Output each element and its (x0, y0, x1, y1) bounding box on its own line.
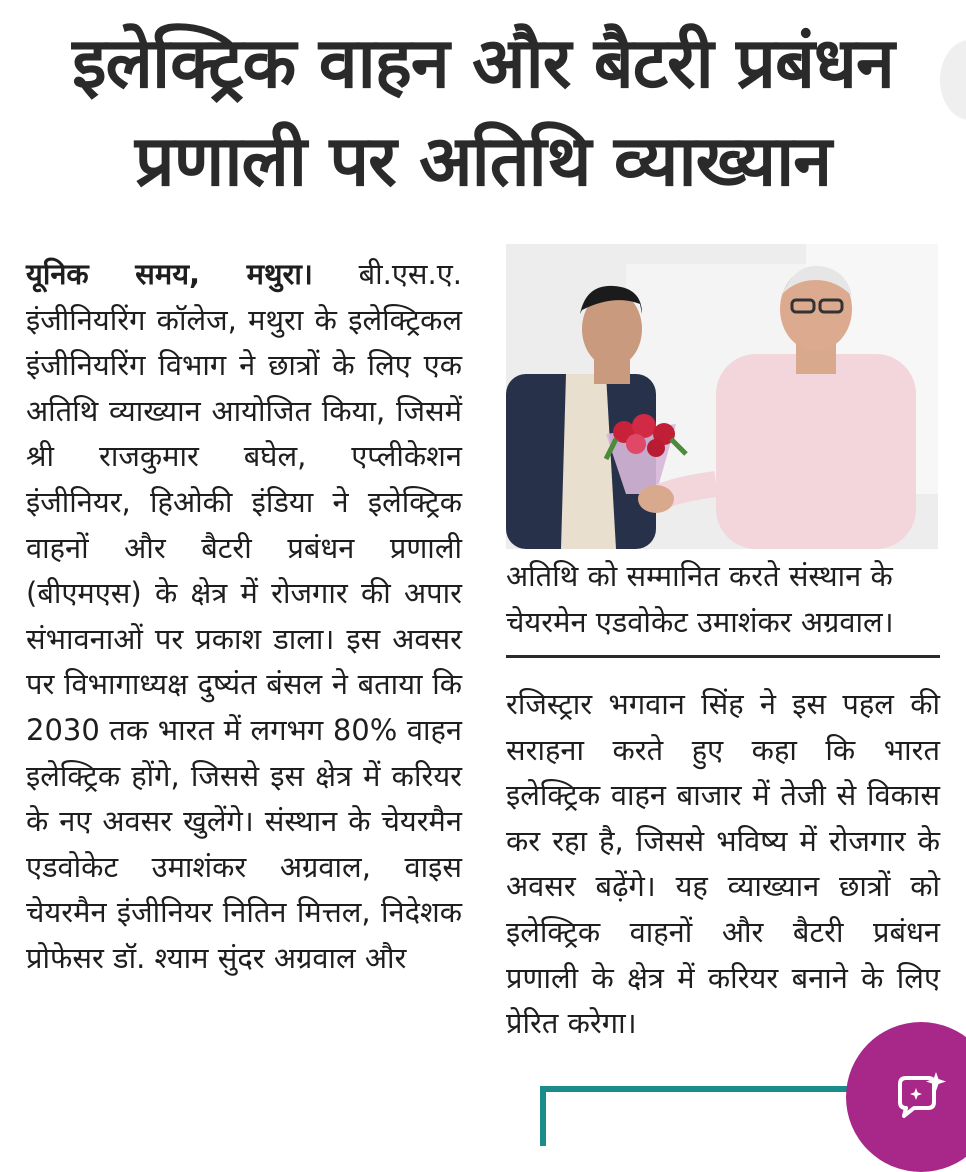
caption-line-1: अतिथि को सम्मानित करते संस्थान के (506, 559, 893, 593)
column-divider (506, 655, 940, 658)
headline-line-2: प्रणाली पर अतिथि व्याख्यान (134, 120, 832, 202)
headline-line-1: इलेक्ट्रिक वाहन और बैटरी प्रबंधन (72, 22, 894, 104)
news-photo (506, 244, 938, 549)
ai-chat-sparkle-icon[interactable] (894, 1070, 948, 1124)
article-body-left: बी.एस.ए. इंजीनियरिंग कॉलेज, मथुरा के इलेक्ट्रिकल इंजीनियरिंग विभाग ने छात्रों के लिए एक अतिथि व्याख्यान आयोजित किया, जिसमें श्री राजकुमार बघेल, एप्लीकेशन इंजीनियर, हिओकी इंडिया ने इलेक्ट्रिक वाहनों और बैटरी प्रबंधन प्रणाली (बीएमएस) के क्षेत्र में रोजगार की अपार संभावनाओं पर प्रकाश डाला। इस अवसर पर विभागाध्यक्ष दुष्यंत बंसल ने बताया कि 2030 तक भारत में लगभग 80% वाहन इलेक्ट्रिक होंगे, जिससे इस क्षेत्र में करियर के नए अवसर खुलेंगे। संस्थान के चेयरमैन एडवोकेट उमाशंकर अग्रवाल, वाइस चेयरमैन इंजीनियर नितिन मित्तल, निदेशक प्रोफेसर डॉ. श्याम सुंदर अग्रवाल और (26, 257, 462, 975)
article-left-column (26, 252, 462, 982)
article-body-right: रजिस्ट्रार भगवान सिंह ने इस पहल की सराहना करते हुए कहा कि भारत इलेक्ट्रिक वाहन बाजार में तेजी से विकास कर रहा है, जिससे भविष्य में रोजगार के अवसर बढ़ेंगे। यह व्याख्यान छात्रों को इलेक्ट्रिक वाहनों और बैटरी प्रबंधन प्रणाली के क्षेत्र में करियर बनाने के लिए प्रेरित करेगा। (506, 687, 940, 1041)
dateline: यूनिक समय, मथुरा। (26, 257, 313, 291)
caption-line-2: चेयरमेन एडवोकेट उमाशंकर अग्रवाल। (506, 605, 894, 639)
photo-illustration (506, 244, 938, 549)
photo-caption (506, 553, 946, 645)
headline (0, 14, 966, 210)
article-right-column (506, 682, 940, 1047)
